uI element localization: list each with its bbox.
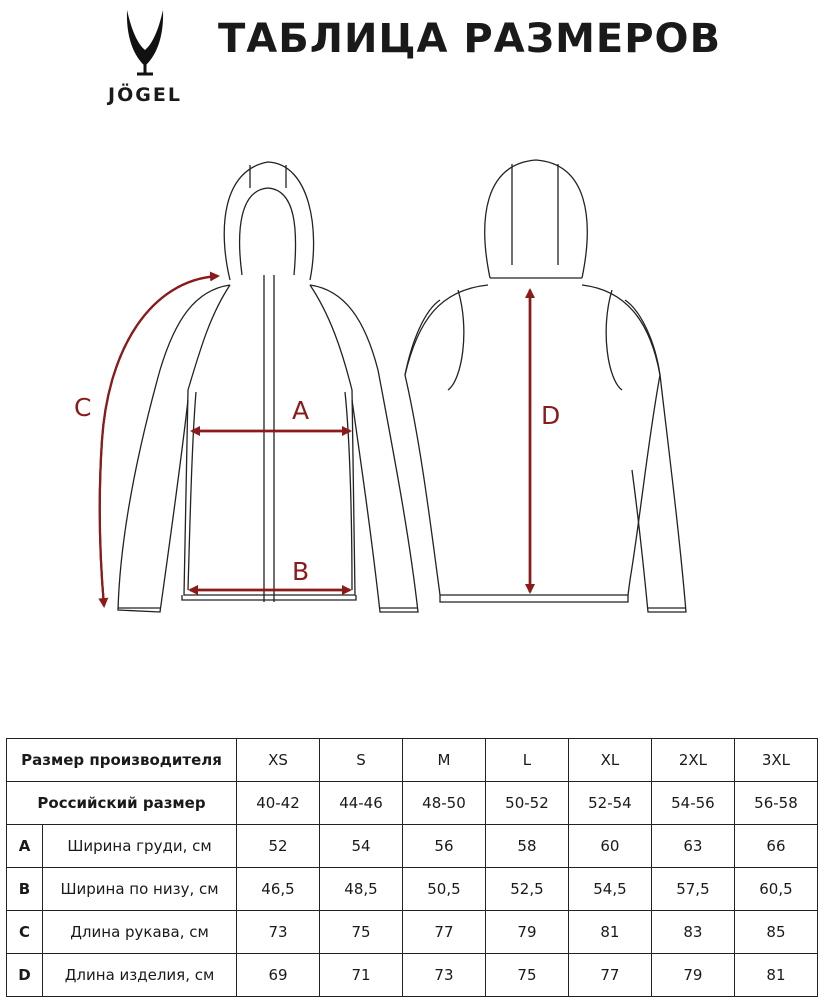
value-cell: 60	[568, 825, 651, 868]
row-label: Ширина по низу, см	[43, 868, 237, 911]
value-cell: 46,5	[237, 868, 320, 911]
value-cell: 48,5	[320, 868, 403, 911]
size-cell: 2XL	[651, 739, 734, 782]
value-cell: 66	[734, 825, 817, 868]
table-row-a	[7, 825, 818, 868]
size-cell: XL	[568, 739, 651, 782]
russian-size-cell: 56-58	[734, 782, 817, 825]
value-cell: 54	[320, 825, 403, 868]
size-cell: 3XL	[734, 739, 817, 782]
header-manufacturer: Размер производителя	[7, 739, 237, 782]
measure-b	[190, 557, 350, 590]
value-cell: 77	[402, 911, 485, 954]
value-cell: 79	[485, 911, 568, 954]
measure-label-a: A	[292, 396, 310, 425]
value-cell: 71	[320, 954, 403, 997]
page-title: ТАБЛИЦА РАЗМЕРОВ	[218, 16, 722, 62]
value-cell: 52,5	[485, 868, 568, 911]
value-cell: 85	[734, 911, 817, 954]
row-letter: A	[7, 825, 43, 868]
russian-size-cell: 40-42	[237, 782, 320, 825]
row-label: Ширина груди, см	[43, 825, 237, 868]
measure-label-d: D	[541, 401, 561, 430]
table-row-b	[7, 868, 818, 911]
size-cell: S	[320, 739, 403, 782]
value-cell: 54,5	[568, 868, 651, 911]
value-cell: 83	[651, 911, 734, 954]
russian-size-cell: 50-52	[485, 782, 568, 825]
value-cell: 73	[402, 954, 485, 997]
russian-size-cell: 54-56	[651, 782, 734, 825]
value-cell: 79	[651, 954, 734, 997]
jacket-front-view	[118, 162, 418, 612]
value-cell: 60,5	[734, 868, 817, 911]
size-table	[6, 738, 818, 997]
row-label: Длина рукава, см	[43, 911, 237, 954]
russian-size-cell: 44-46	[320, 782, 403, 825]
value-cell: 52	[237, 825, 320, 868]
value-cell: 75	[485, 954, 568, 997]
header-russian: Российский размер	[7, 782, 237, 825]
value-cell: 75	[320, 911, 403, 954]
value-cell: 81	[734, 954, 817, 997]
brand-logo	[90, 8, 200, 108]
measure-label-b: B	[292, 557, 310, 586]
jacket-diagram	[0, 140, 824, 640]
value-cell: 58	[485, 825, 568, 868]
value-cell: 73	[237, 911, 320, 954]
brand-emblem-icon	[122, 8, 168, 76]
russian-size-cell: 48-50	[402, 782, 485, 825]
value-cell: 77	[568, 954, 651, 997]
size-cell: M	[402, 739, 485, 782]
value-cell: 81	[568, 911, 651, 954]
row-letter: D	[7, 954, 43, 997]
value-cell: 57,5	[651, 868, 734, 911]
value-cell: 69	[237, 954, 320, 997]
row-letter: C	[7, 911, 43, 954]
measure-label-c: C	[74, 393, 92, 422]
value-cell: 56	[402, 825, 485, 868]
table-row-russian	[7, 782, 818, 825]
row-label: Длина изделия, см	[43, 954, 237, 997]
value-cell: 63	[651, 825, 734, 868]
size-cell: L	[485, 739, 568, 782]
measure-d	[530, 290, 560, 592]
value-cell: 50,5	[402, 868, 485, 911]
russian-size-cell: 52-54	[568, 782, 651, 825]
jacket-back-view	[405, 160, 686, 612]
brand-name: JÖGEL	[108, 84, 182, 106]
measure-a	[192, 396, 350, 431]
table-row-c	[7, 911, 818, 954]
table-row-d	[7, 954, 818, 997]
table-row-manufacturer	[7, 739, 818, 782]
row-letter: B	[7, 868, 43, 911]
measure-c	[74, 276, 218, 606]
size-cell: XS	[237, 739, 320, 782]
